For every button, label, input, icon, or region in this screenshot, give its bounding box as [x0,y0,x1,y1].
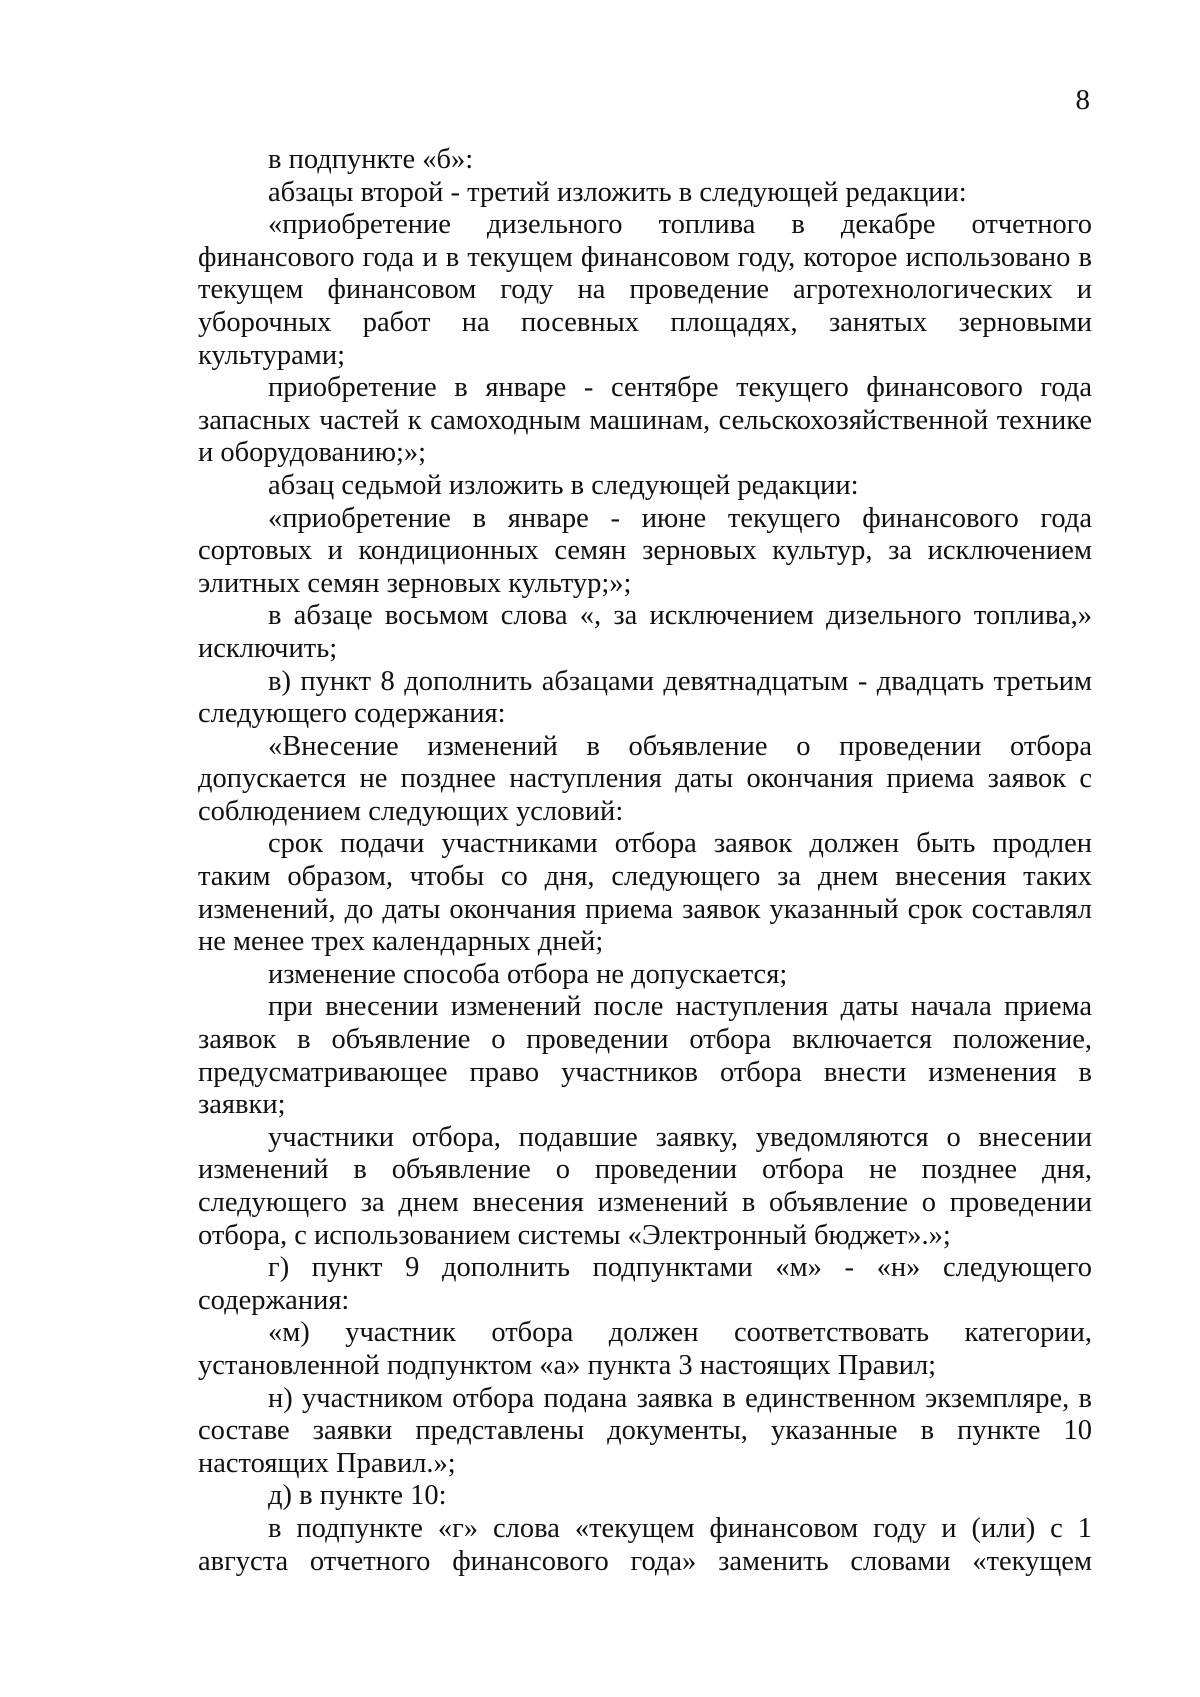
paragraph: в) пункт 8 дополнить абзацами девятнадцатым - двадцать третьим следующего содержания: [198,665,1092,730]
paragraph: при внесении изменений после наступления даты начала приема заявок в объявление о проведении отбора включается положение, предусматривающее право участников отбора внести изменения в заявки; [198,991,1092,1121]
paragraph: приобретение в январе - сентябре текущего финансового года запасных частей к самоходным машинам, сельскохозяйственной технике и оборудованию;»; [198,372,1092,469]
paragraph: в подпункте «б»: [268,144,474,175]
paragraph: «приобретение дизельного топлива в декабре отчетного финансового года и в текущем финансовом году, которое использовано в текущем финансовом году на проведение агротехнологических и уборочных работ на посевных площадях, занятых зерновыми культурами; [198,209,1092,371]
document-body [198,144,1092,1578]
paragraph: срок подачи участниками отбора заявок должен быть продлен таким образом, чтобы со дня, следующего за днем внесения таких изменений, до даты окончания приема заявок указанный срок составлял не менее трех календарных дней; [198,828,1092,958]
paragraph: н) участником отбора подана заявка в единственном экземпляре, в составе заявки представлены документы, указанные в пункте 10 настоящих Правил.»; [198,1382,1092,1479]
paragraph: изменение способа отбора не допускается; [268,958,788,990]
paragraph: абзац седьмой изложить в следующей редакции: [268,469,859,501]
paragraph: г) пункт 9 дополнить подпунктами «м» - «н» следующего содержания: [198,1252,1092,1316]
paragraph: «приобретение в январе - июне текущего финансового года сортовых и кондиционных семян зерновых культур, за исключением элитных семян зерновых культур;»; [198,502,1092,599]
paragraph: д) в пункте 10: [268,1480,447,1512]
paragraph: в абзаце восьмом слова «, за исключением дизельного топлива,» исключить; [198,600,1092,664]
paragraph: участники отбора, подавшие заявку, уведомляются о внесении изменений в объявление о проведении отбора не позднее дня, следующего за днем внесения изменений в объявление о проведении отбора, с использованием системы «Электронный бюджет».»; [198,1121,1092,1251]
paragraph: «Внесение изменений в объявление о проведении отбора допускается не позднее наступления даты окончания приема заявок с соблюдением следующих условий: [198,730,1092,827]
paragraph: в подпункте «г» слова «текущем финансовом году и (или) с 1 августа отчетного финансового года» заменить словами «текущем [198,1512,1092,1577]
page-number: 8 [1075,84,1090,116]
paragraph: «м) участник отбора должен соответствовать категории, установленной подпунктом «а» пункта 3 настоящих Правил; [198,1317,1092,1381]
paragraph: абзацы второй - третий изложить в следующей редакции: [268,176,967,208]
